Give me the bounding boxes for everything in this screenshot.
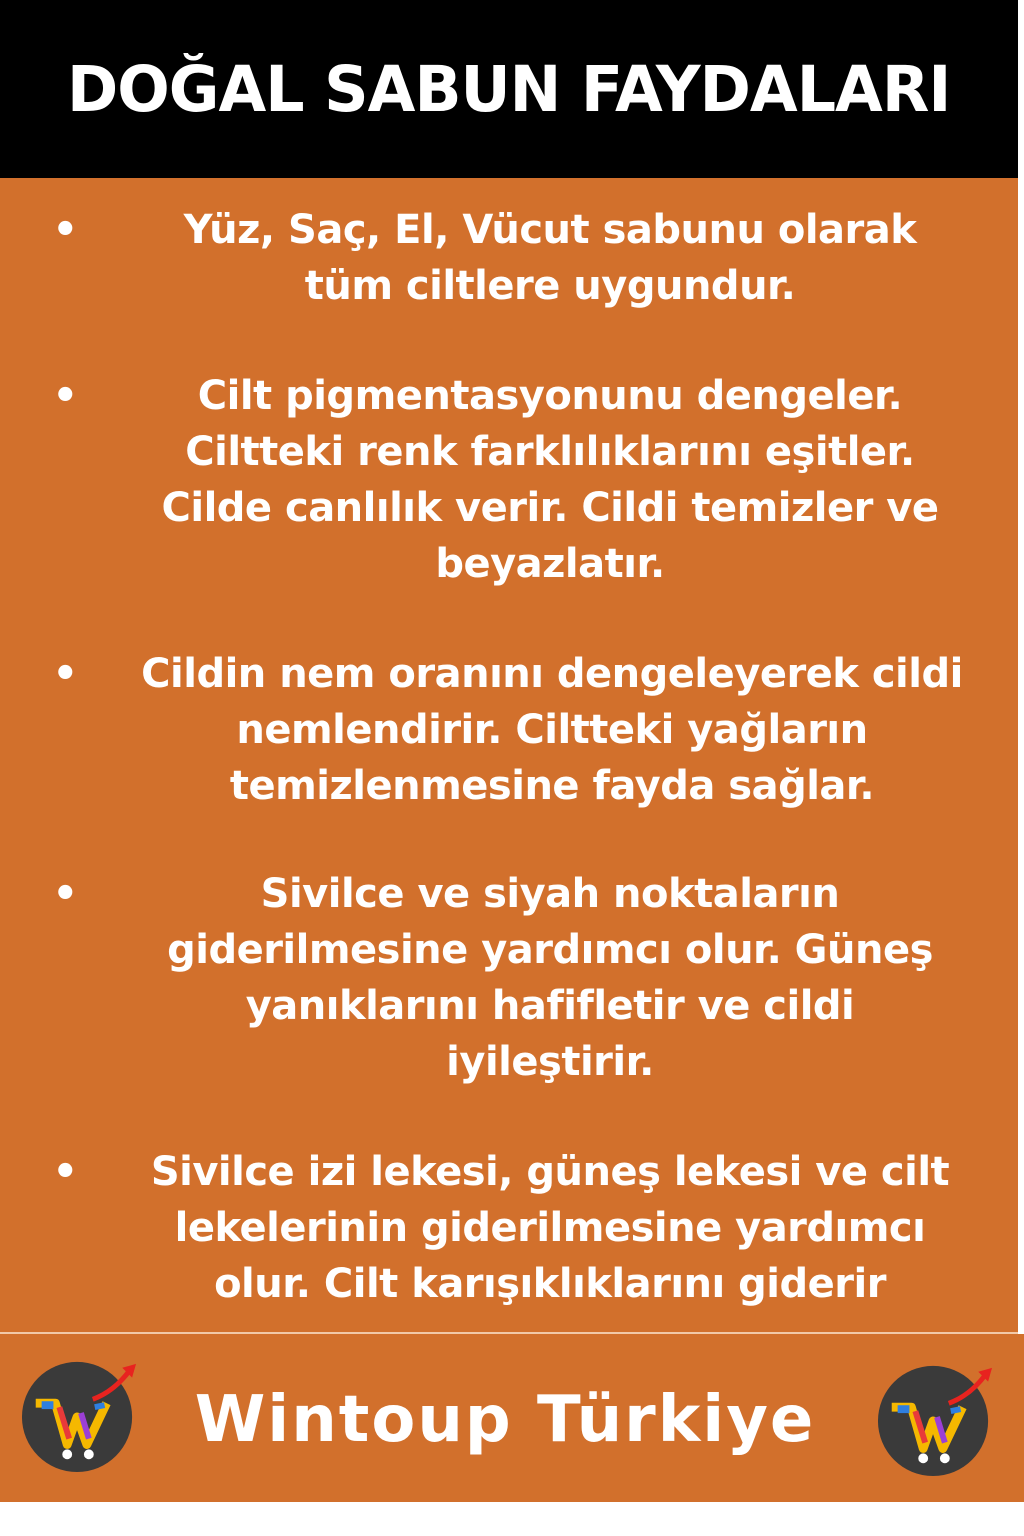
bullet-marker: • (52, 651, 78, 697)
footer-banner (0, 1334, 1024, 1502)
benefit-line: Sivilce ve siyah noktaların (260, 871, 840, 917)
benefit-line: Cilde canlılık verir. Cildi temizler ve (161, 485, 939, 531)
benefit-text (100, 368, 1000, 592)
wintoup-cart-logo-icon (20, 1356, 138, 1474)
benefit-line: giderilmesine yardımcı olur. Güneş (167, 927, 933, 973)
brand-name: Wintoup Türkiye (194, 1383, 816, 1457)
benefit-line: lekelerinin giderilmesine yardımcı (174, 1205, 926, 1251)
benefit-line: iyileştirir. (446, 1039, 654, 1085)
benefit-line: tüm ciltlere uygundur. (304, 263, 796, 309)
bullet-marker: • (52, 1149, 78, 1195)
benefit-line: Yüz, Saç, El, Vücut sabunu olarak (183, 207, 917, 253)
benefit-line: yanıklarını hafifletir ve cildi (245, 983, 855, 1029)
wintoup-cart-logo-icon (876, 1360, 994, 1478)
benefit-text (92, 646, 1012, 814)
benefit-line: Cilt pigmentasyonunu dengeler. (197, 373, 903, 419)
bullet-marker: • (52, 871, 78, 917)
benefit-text (100, 202, 1000, 314)
benefits-panel (0, 178, 1018, 1334)
benefit-line: olur. Cilt karışıklıklarını giderir (214, 1261, 886, 1307)
benefit-text (100, 1144, 1000, 1312)
bottom-margin (0, 1502, 1024, 1536)
benefit-line: nemlendirir. Ciltteki yağların (236, 707, 868, 753)
header-banner (0, 0, 1018, 178)
benefit-line: Ciltteki renk farklılıklarını eşitler. (185, 429, 915, 475)
benefit-line: Cildin nem oranını dengeleyerek cildi (141, 651, 963, 697)
benefit-line: beyazlatır. (435, 541, 665, 587)
bullet-marker: • (52, 373, 78, 419)
bullet-marker: • (52, 207, 78, 253)
benefit-line: Sivilce izi lekesi, güneş lekesi ve cilt (150, 1149, 950, 1195)
benefit-text (100, 866, 1000, 1090)
benefit-line: temizlenmesine fayda sağlar. (229, 763, 875, 809)
page-title: DOĞAL SABUN FAYDALARI (67, 52, 951, 126)
